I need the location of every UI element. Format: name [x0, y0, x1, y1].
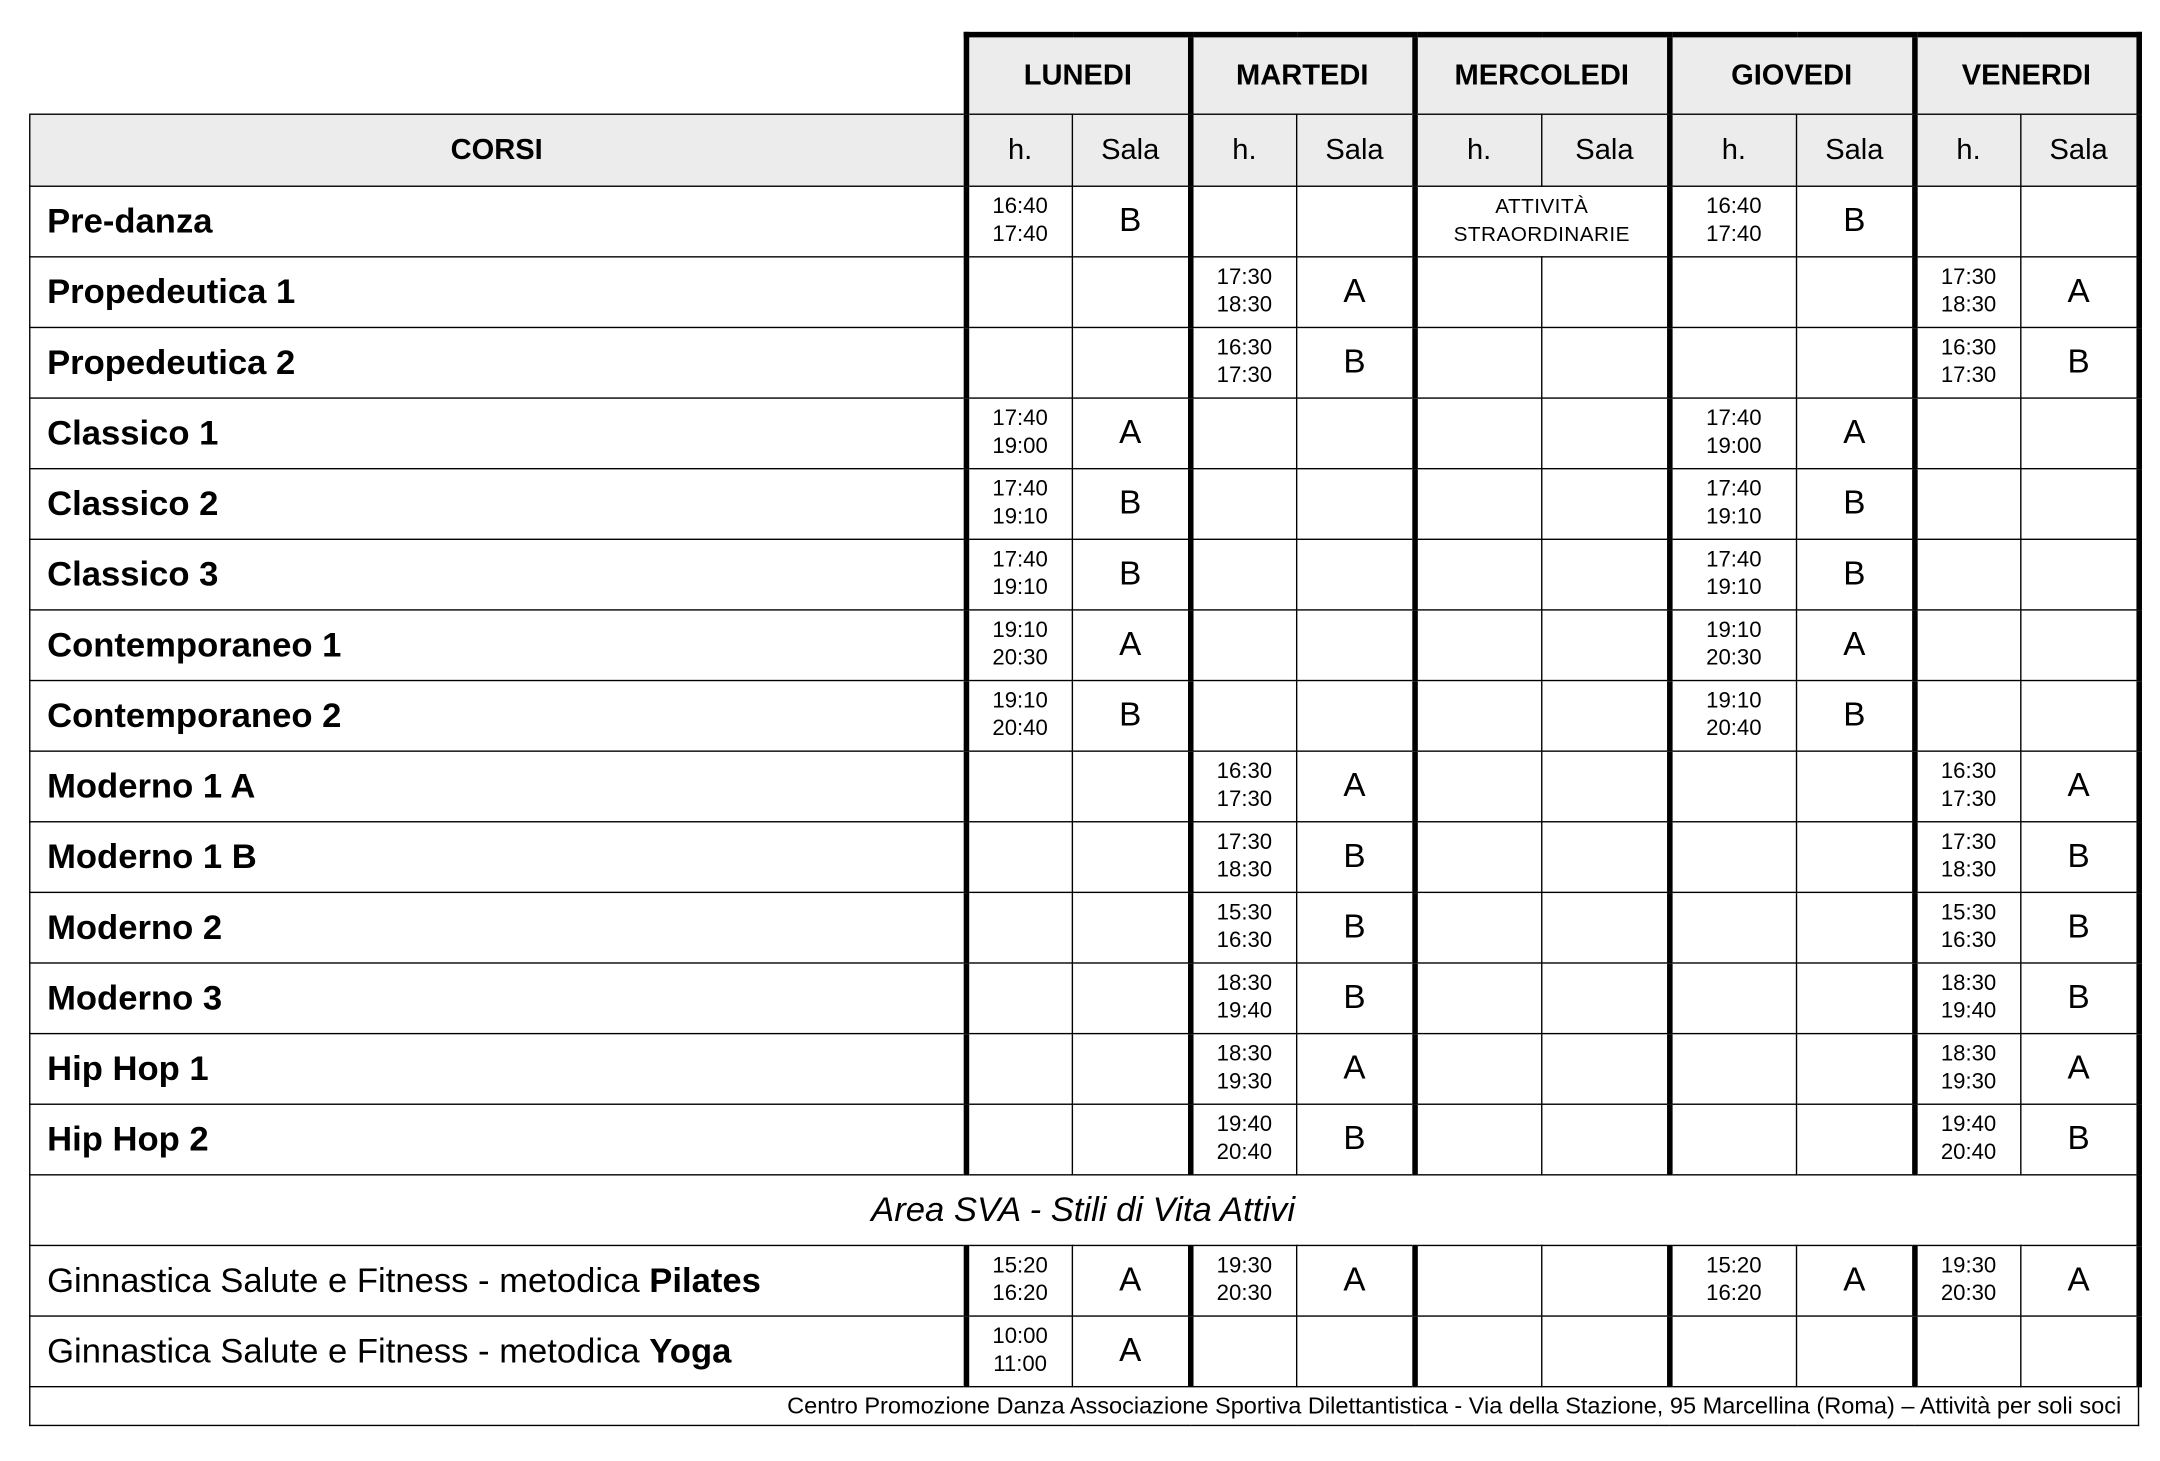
start-time: 15:30 [1216, 901, 1273, 925]
time-cell-giovedi [1669, 257, 1796, 328]
room-header: Sala [2021, 114, 2139, 186]
start-time: 15:20 [992, 1254, 1048, 1278]
time-cell-giovedi [1669, 186, 1796, 257]
time-cell-mercoledi [1414, 963, 1541, 1034]
time-cell-mercoledi [1414, 398, 1541, 469]
end-time: 19:10 [1706, 505, 1762, 529]
room-cell-giovedi: A [1797, 1245, 1915, 1316]
time-cell-mercoledi [1414, 1034, 1541, 1105]
course-row [30, 186, 2139, 257]
start-time: 18:30 [1216, 1042, 1273, 1067]
time-cell-mercoledi [1414, 327, 1541, 398]
footer-text: Centro Promozione Danza Associazione Sportiva Dilettantistica - Via della Stazione, 95 Marcellina (Roma) – Attività per soli soci [30, 1387, 2139, 1426]
course-row [30, 892, 2139, 963]
end-time: 17:40 [992, 222, 1048, 247]
room-cell-lunedi [1072, 892, 1190, 963]
course-name: Hip Hop 1 [30, 1034, 966, 1105]
course-name [30, 1245, 966, 1316]
time-cell-lunedi [966, 398, 1073, 469]
start-time: 16:30 [1216, 760, 1273, 784]
time-cell-lunedi [966, 681, 1073, 752]
course-name: Hip Hop 2 [30, 1104, 966, 1175]
course-name: Moderno 3 [30, 963, 966, 1034]
course-row [30, 257, 2139, 328]
room-cell-martedi [1297, 681, 1415, 752]
time-cell-mercoledi [1414, 892, 1541, 963]
room-cell-venerdi: A [2021, 257, 2139, 328]
course-name: Pre-danza [30, 186, 966, 257]
start-time: 19:40 [1940, 1113, 1997, 1137]
room-cell-martedi [1297, 539, 1415, 610]
room-header: Sala [1297, 114, 1415, 186]
time-cell-lunedi [966, 1034, 1073, 1105]
hour-header: h. [1669, 114, 1796, 186]
end-time: 18:30 [1216, 293, 1273, 318]
time-cell-giovedi [1669, 681, 1796, 752]
room-cell-mercoledi [1542, 751, 1669, 822]
course-name: Contemporaneo 2 [30, 681, 966, 752]
time-cell-venerdi [1914, 327, 2021, 398]
room-cell-lunedi: B [1072, 469, 1190, 540]
end-time: 20:30 [1216, 1282, 1273, 1306]
room-cell-mercoledi [1542, 963, 1669, 1034]
room-cell-mercoledi [1542, 1316, 1669, 1387]
end-time: 20:30 [1940, 1282, 1997, 1306]
start-time: 15:20 [1706, 1254, 1762, 1278]
time-cell-giovedi [1669, 469, 1796, 540]
course-row [30, 1034, 2139, 1105]
course-name: Classico 2 [30, 469, 966, 540]
room-cell-martedi [1297, 1316, 1415, 1387]
room-cell-venerdi [2021, 681, 2139, 752]
room-cell-lunedi [1072, 257, 1190, 328]
day-header-mercoledi: MERCOLEDI [1414, 35, 1669, 115]
start-time: 16:30 [1940, 760, 1997, 784]
time-cell-martedi [1190, 822, 1297, 893]
end-time: 19:10 [992, 575, 1048, 600]
start-time: 17:40 [992, 477, 1048, 502]
room-cell-mercoledi [1542, 1034, 1669, 1105]
time-cell-martedi [1190, 1104, 1297, 1175]
time-cell-martedi [1190, 398, 1297, 469]
room-cell-venerdi: B [2021, 963, 2139, 1034]
end-time: 20:40 [1940, 1140, 1997, 1165]
room-cell-lunedi [1072, 327, 1190, 398]
room-cell-venerdi: B [2021, 327, 2139, 398]
room-cell-venerdi: A [2021, 751, 2139, 822]
time-cell-giovedi [1669, 539, 1796, 610]
course-row [30, 681, 2139, 752]
time-cell-venerdi [1914, 1245, 2021, 1316]
time-cell-lunedi [966, 327, 1073, 398]
time-cell-venerdi [1914, 681, 2021, 752]
room-cell-giovedi [1797, 892, 1915, 963]
time-cell-giovedi [1669, 822, 1796, 893]
end-time: 20:40 [1706, 717, 1762, 741]
day-header-martedi: MARTEDI [1190, 35, 1414, 115]
course-name: Moderno 1 A [30, 751, 966, 822]
time-cell-venerdi [1914, 1316, 2021, 1387]
room-cell-giovedi: A [1797, 610, 1915, 681]
day-header-row [30, 35, 2139, 115]
room-cell-giovedi [1797, 1034, 1915, 1105]
time-cell-martedi [1190, 539, 1297, 610]
time-cell-lunedi [966, 610, 1073, 681]
start-time: 18:30 [1940, 1042, 1997, 1067]
end-time: 19:10 [992, 505, 1048, 529]
room-header: Sala [1542, 114, 1669, 186]
time-cell-giovedi [1669, 1104, 1796, 1175]
room-cell-martedi: B [1297, 1104, 1415, 1175]
start-time: 19:30 [1216, 1254, 1273, 1278]
time-cell-lunedi [966, 186, 1073, 257]
time-cell-venerdi [1914, 1104, 2021, 1175]
start-time: 17:40 [992, 548, 1048, 572]
time-cell-mercoledi [1414, 610, 1541, 681]
time-cell-lunedi [966, 539, 1073, 610]
time-cell-martedi [1190, 892, 1297, 963]
end-time: 20:30 [1706, 646, 1762, 671]
time-cell-giovedi [1669, 610, 1796, 681]
room-cell-giovedi: B [1797, 539, 1915, 610]
room-cell-martedi [1297, 610, 1415, 681]
course-name-prefix: Ginnastica Salute e Fitness - metodica [47, 1331, 650, 1371]
time-cell-martedi [1190, 1034, 1297, 1105]
corsi-header: CORSI [30, 114, 966, 186]
room-cell-lunedi [1072, 751, 1190, 822]
note-line: STRAORDINARIE [1453, 222, 1630, 247]
end-time: 19:00 [1706, 434, 1762, 459]
time-cell-venerdi [1914, 1034, 2021, 1105]
time-cell-giovedi [1669, 1316, 1796, 1387]
time-cell-lunedi [966, 963, 1073, 1034]
end-time: 11:00 [993, 1352, 1047, 1377]
room-cell-mercoledi [1542, 1245, 1669, 1316]
time-cell-lunedi [966, 257, 1073, 328]
time-cell-giovedi [1669, 751, 1796, 822]
title-spacer [30, 35, 966, 115]
room-cell-martedi [1297, 398, 1415, 469]
time-cell-mercoledi [1414, 539, 1541, 610]
end-time: 17:30 [1940, 787, 1997, 812]
room-cell-giovedi: B [1797, 469, 1915, 540]
time-cell-giovedi [1669, 963, 1796, 1034]
room-header: Sala [1797, 114, 1915, 186]
room-cell-lunedi [1072, 1104, 1190, 1175]
time-cell-martedi [1190, 186, 1297, 257]
room-cell-venerdi [2021, 610, 2139, 681]
start-time: 16:40 [1706, 195, 1762, 219]
course-row [30, 822, 2139, 893]
time-cell-martedi [1190, 681, 1297, 752]
area-row [30, 1175, 2139, 1246]
room-cell-lunedi [1072, 1034, 1190, 1105]
special-note-mercoledi [1414, 186, 1669, 257]
room-cell-mercoledi [1542, 892, 1669, 963]
room-header: Sala [1072, 114, 1190, 186]
room-cell-venerdi: A [2021, 1245, 2139, 1316]
start-time: 17:30 [1216, 830, 1273, 855]
course-name: Contemporaneo 1 [30, 610, 966, 681]
footer-row [30, 1387, 2139, 1426]
room-cell-venerdi: B [2021, 892, 2139, 963]
start-time: 10:00 [992, 1325, 1048, 1349]
start-time: 19:10 [992, 689, 1048, 714]
day-header-venerdi: VENERDI [1914, 35, 2138, 115]
end-time: 20:40 [992, 717, 1048, 741]
time-cell-mercoledi [1414, 751, 1541, 822]
room-cell-lunedi: B [1072, 539, 1190, 610]
note-line: ATTIVITÀ [1495, 195, 1589, 219]
course-name-method: Yoga [649, 1331, 732, 1371]
end-time: 17:30 [1216, 364, 1273, 388]
day-header-lunedi: LUNEDI [966, 35, 1190, 115]
start-time: 16:30 [1940, 336, 1997, 360]
course-row [30, 398, 2139, 469]
time-cell-mercoledi [1414, 1104, 1541, 1175]
room-cell-martedi: B [1297, 963, 1415, 1034]
schedule-table [29, 32, 2141, 1426]
course-name: Classico 1 [30, 398, 966, 469]
room-cell-lunedi: A [1072, 1245, 1190, 1316]
time-cell-mercoledi [1414, 257, 1541, 328]
time-cell-giovedi [1669, 892, 1796, 963]
end-time: 16:20 [992, 1282, 1048, 1306]
start-time: 19:10 [1706, 618, 1762, 643]
room-cell-lunedi: A [1072, 398, 1190, 469]
course-row [30, 751, 2139, 822]
room-cell-venerdi: A [2021, 1034, 2139, 1105]
room-cell-venerdi [2021, 539, 2139, 610]
time-cell-martedi [1190, 1245, 1297, 1316]
end-time: 19:30 [1940, 1070, 1997, 1094]
course-name-method: Pilates [649, 1260, 761, 1300]
room-cell-mercoledi [1542, 1104, 1669, 1175]
time-cell-lunedi [966, 892, 1073, 963]
room-cell-mercoledi [1542, 327, 1669, 398]
time-cell-venerdi [1914, 469, 2021, 540]
end-time: 17:30 [1216, 787, 1273, 812]
room-cell-giovedi: A [1797, 398, 1915, 469]
room-cell-mercoledi [1542, 822, 1669, 893]
time-cell-venerdi [1914, 186, 2021, 257]
end-time: 19:00 [992, 434, 1048, 459]
room-cell-giovedi [1797, 327, 1915, 398]
start-time: 17:30 [1216, 265, 1273, 290]
time-cell-martedi [1190, 963, 1297, 1034]
course-row [30, 1104, 2139, 1175]
course-name: Moderno 2 [30, 892, 966, 963]
sva-course-row [30, 1316, 2139, 1387]
hour-header: h. [1190, 114, 1297, 186]
room-cell-martedi: B [1297, 327, 1415, 398]
sva-course-row [30, 1245, 2139, 1316]
course-name: Propedeutica 2 [30, 327, 966, 398]
end-time: 19:10 [1706, 575, 1762, 600]
time-cell-mercoledi [1414, 681, 1541, 752]
room-cell-giovedi [1797, 257, 1915, 328]
end-time: 20:40 [1216, 1140, 1273, 1165]
start-time: 15:30 [1940, 901, 1997, 925]
room-cell-martedi: B [1297, 892, 1415, 963]
room-cell-venerdi: B [2021, 822, 2139, 893]
room-cell-mercoledi [1542, 681, 1669, 752]
end-time: 19:30 [1216, 1070, 1273, 1094]
room-cell-martedi: A [1297, 1034, 1415, 1105]
start-time: 18:30 [1216, 971, 1273, 996]
room-cell-giovedi [1797, 1316, 1915, 1387]
room-cell-giovedi [1797, 751, 1915, 822]
end-time: 20:30 [992, 646, 1048, 671]
column-header-row [30, 114, 2139, 186]
time-cell-venerdi [1914, 892, 2021, 963]
end-time: 18:30 [1216, 858, 1273, 882]
room-cell-giovedi: B [1797, 681, 1915, 752]
course-name: Propedeutica 1 [30, 257, 966, 328]
room-cell-lunedi: B [1072, 681, 1190, 752]
start-time: 18:30 [1940, 971, 1997, 996]
start-time: 19:30 [1940, 1254, 1997, 1278]
start-time: 17:40 [1706, 407, 1762, 431]
start-time: 17:30 [1940, 830, 1997, 855]
time-cell-venerdi [1914, 539, 2021, 610]
room-cell-venerdi [2021, 398, 2139, 469]
end-time: 18:30 [1940, 293, 1997, 318]
room-cell-lunedi [1072, 822, 1190, 893]
start-time: 19:40 [1216, 1113, 1273, 1137]
start-time: 16:30 [1216, 336, 1273, 360]
end-time: 19:40 [1940, 999, 1997, 1024]
time-cell-lunedi [966, 1316, 1073, 1387]
room-cell-lunedi [1072, 963, 1190, 1034]
time-cell-martedi [1190, 751, 1297, 822]
time-cell-venerdi [1914, 257, 2021, 328]
room-cell-giovedi: B [1797, 186, 1915, 257]
room-cell-lunedi: A [1072, 610, 1190, 681]
course-name-prefix: Ginnastica Salute e Fitness - metodica [47, 1260, 650, 1300]
room-cell-martedi: A [1297, 751, 1415, 822]
end-time: 17:40 [1706, 222, 1762, 247]
start-time: 17:40 [992, 407, 1048, 431]
time-cell-giovedi [1669, 1245, 1796, 1316]
course-name: Moderno 1 B [30, 822, 966, 893]
start-time: 19:10 [992, 618, 1048, 643]
time-cell-venerdi [1914, 610, 2021, 681]
room-cell-martedi: A [1297, 257, 1415, 328]
end-time: 19:40 [1216, 999, 1273, 1024]
room-cell-mercoledi [1542, 610, 1669, 681]
room-cell-venerdi: B [2021, 1104, 2139, 1175]
time-cell-martedi [1190, 327, 1297, 398]
time-cell-mercoledi [1414, 1316, 1541, 1387]
time-cell-lunedi [966, 822, 1073, 893]
end-time: 16:30 [1216, 929, 1273, 953]
day-header-giovedi: GIOVEDI [1669, 35, 1914, 115]
time-cell-lunedi [966, 469, 1073, 540]
course-row [30, 610, 2139, 681]
room-cell-giovedi [1797, 1104, 1915, 1175]
time-cell-martedi [1190, 1316, 1297, 1387]
room-cell-martedi: A [1297, 1245, 1415, 1316]
time-cell-martedi [1190, 610, 1297, 681]
hour-header: h. [1914, 114, 2021, 186]
time-cell-mercoledi [1414, 469, 1541, 540]
time-cell-giovedi [1669, 1034, 1796, 1105]
area-title: Area SVA - Stili di Vita Attivi [30, 1175, 2139, 1246]
room-cell-lunedi: B [1072, 186, 1190, 257]
room-cell-giovedi [1797, 822, 1915, 893]
time-cell-venerdi [1914, 963, 2021, 1034]
room-cell-lunedi: A [1072, 1316, 1190, 1387]
time-cell-martedi [1190, 469, 1297, 540]
hour-header: h. [966, 114, 1073, 186]
room-cell-venerdi [2021, 469, 2139, 540]
hour-header: h. [1414, 114, 1541, 186]
room-cell-martedi [1297, 186, 1415, 257]
course-row [30, 327, 2139, 398]
time-cell-lunedi [966, 1104, 1073, 1175]
end-time: 17:30 [1940, 364, 1997, 388]
time-cell-lunedi [966, 1245, 1073, 1316]
time-cell-venerdi [1914, 398, 2021, 469]
room-cell-mercoledi [1542, 257, 1669, 328]
room-cell-mercoledi [1542, 539, 1669, 610]
time-cell-lunedi [966, 751, 1073, 822]
time-cell-venerdi [1914, 751, 2021, 822]
room-cell-venerdi [2021, 186, 2139, 257]
room-cell-mercoledi [1542, 398, 1669, 469]
start-time: 17:30 [1940, 265, 1997, 290]
room-cell-giovedi [1797, 963, 1915, 1034]
end-time: 16:30 [1940, 929, 1997, 953]
course-row [30, 963, 2139, 1034]
course-name: Classico 3 [30, 539, 966, 610]
time-cell-giovedi [1669, 327, 1796, 398]
start-time: 16:40 [992, 195, 1048, 219]
room-cell-martedi: B [1297, 822, 1415, 893]
start-time: 19:10 [1706, 689, 1762, 714]
start-time: 17:40 [1706, 548, 1762, 572]
course-name [30, 1316, 966, 1387]
time-cell-mercoledi [1414, 822, 1541, 893]
room-cell-mercoledi [1542, 469, 1669, 540]
course-row [30, 539, 2139, 610]
course-row [30, 469, 2139, 540]
time-cell-venerdi [1914, 822, 2021, 893]
end-time: 18:30 [1940, 858, 1997, 882]
start-time: 17:40 [1706, 477, 1762, 502]
time-cell-martedi [1190, 257, 1297, 328]
time-cell-mercoledi [1414, 1245, 1541, 1316]
room-cell-martedi [1297, 469, 1415, 540]
end-time: 16:20 [1706, 1282, 1762, 1306]
room-cell-venerdi [2021, 1316, 2139, 1387]
time-cell-giovedi [1669, 398, 1796, 469]
